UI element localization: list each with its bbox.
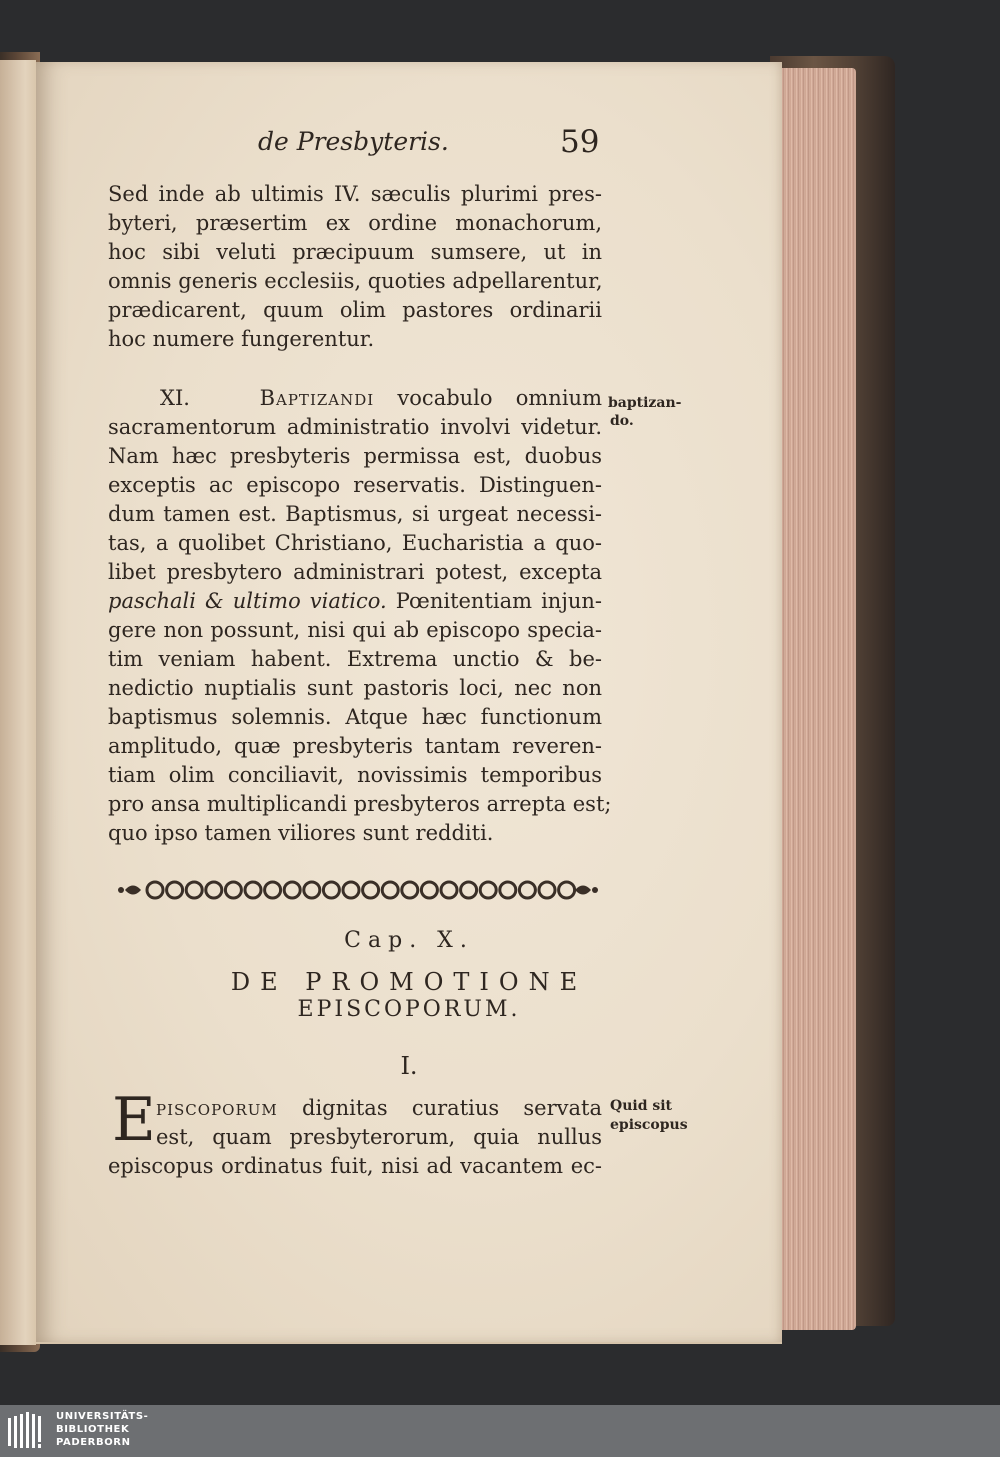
body-line: baptismus solemnis. Atque hæc functionum — [108, 705, 602, 729]
drop-cap-line1 — [156, 1095, 602, 1121]
body-line: exceptis ac episcopo reservatis. Distinguen- — [108, 473, 602, 497]
library-logo-icon — [8, 1412, 50, 1450]
margin-note-baptizando-cont: do. — [610, 413, 634, 429]
body-line: episcopus ordinatus fuit, nisi ad vacantem ec- — [108, 1154, 602, 1178]
body-line: Sed inde ab ultimis IV. sæculis plurimi pres- — [108, 182, 602, 206]
ornament-link — [265, 882, 281, 898]
mixed-italic-line — [108, 588, 602, 614]
page-block-edges — [780, 68, 856, 1330]
body-line: hoc numere fungerentur. — [108, 327, 375, 351]
body-line: libet presbytero administrari potest, excepta — [108, 560, 602, 584]
margin-note-baptizando: baptizan- — [608, 395, 682, 411]
body-line: amplitudo, quæ presbyteris tantam reveren- — [108, 734, 602, 758]
body-line: nedictio nuptialis sunt pastoris loci, nec non — [108, 676, 602, 700]
body-line: tas, a quolibet Christiano, Eucharistia a quo- — [108, 531, 602, 555]
ornament-link — [421, 882, 437, 898]
ornament-link — [343, 882, 359, 898]
ornamental-divider — [113, 877, 603, 903]
page-number: 59 — [560, 124, 600, 160]
ornament-link — [539, 882, 555, 898]
ornament-link — [323, 882, 339, 898]
drop-cap-letter: E — [112, 1085, 156, 1155]
running-head: de Presbyteris. — [258, 127, 449, 156]
line-rest: Pœnitentiam injun- — [395, 589, 602, 613]
library-name-line3: PADERBORN — [56, 1437, 131, 1448]
library-footer-bar — [0, 1405, 1000, 1457]
body-line: omnis generis ecclesiis, quoties adpellarentur, — [108, 269, 603, 293]
ornament-link — [206, 882, 222, 898]
body-line: dum tamen est. Baptismus, si urgeat necessi- — [108, 502, 602, 526]
body-line: tim veniam habent. Extrema unctio & be- — [108, 647, 602, 671]
drop-cap-line2: est, quam presbyterorum, quia nullus — [156, 1125, 602, 1149]
lead-rest: vocabulo omnium — [397, 386, 602, 410]
body-line: pro ansa multiplicandi presbyteros arrepta est; — [108, 792, 612, 816]
body-line: quo ipso tamen viliores sunt redditi. — [108, 821, 494, 845]
ornament-link — [441, 882, 457, 898]
ornament-link — [382, 882, 398, 898]
chapter-label: Cap. X. — [344, 928, 474, 953]
body-line: hoc sibi veluti præcipuum sumsere, ut in — [108, 240, 602, 264]
previous-page-edge — [0, 60, 36, 1345]
ornament-link — [519, 882, 535, 898]
ornament-link — [167, 882, 183, 898]
ornament-link — [500, 882, 516, 898]
ornament-link — [363, 882, 379, 898]
body-line: Nam hæc presbyteris permissa est, duobus — [108, 444, 602, 468]
ornament-link — [186, 882, 202, 898]
ornament-link — [480, 882, 496, 898]
library-name-line2: BIBLIOTHEK — [56, 1424, 130, 1435]
section-number-xi: XI. — [160, 386, 190, 410]
margin-note-quid-sit: Quid sit — [610, 1098, 673, 1114]
ornament-link — [304, 882, 320, 898]
section-number: I. — [400, 1052, 418, 1080]
chapter-title-line2: EPISCOPORUM. — [297, 997, 521, 1022]
library-name-line1: UNIVERSITÄTS- — [56, 1411, 149, 1422]
body-line: tiam olim conciliavit, novissimis temporibus — [108, 763, 602, 787]
body-line: sacramentorum administratio involvi videtur. — [108, 415, 602, 439]
first-word-rest: piscoporum — [156, 1096, 278, 1120]
ornament-link — [559, 882, 575, 898]
chapter-title-line1: DE PROMOTIONE — [230, 968, 588, 996]
ornament-link — [245, 882, 261, 898]
ornament-link — [284, 882, 300, 898]
margin-note-episcopus: episcopus — [610, 1117, 688, 1133]
body-line: byteri, præsertim ex ordine monachorum, — [108, 211, 602, 235]
ornament-link — [461, 882, 477, 898]
book-page — [36, 62, 782, 1344]
paragraph-lead-line — [108, 385, 602, 411]
body-line: prædicarent, quum olim pastores ordinarii — [108, 298, 602, 322]
lead-word: Baptizandi — [259, 386, 375, 410]
line-rest: dignitas curatius servata — [302, 1096, 602, 1120]
body-line: gere non possunt, nisi qui ab episcopo specia- — [108, 618, 602, 642]
italic-phrase: paschali & ultimo viatico. — [108, 589, 387, 613]
ornament-link — [225, 882, 241, 898]
ornament-link — [402, 882, 418, 898]
ornament-link — [147, 882, 163, 898]
